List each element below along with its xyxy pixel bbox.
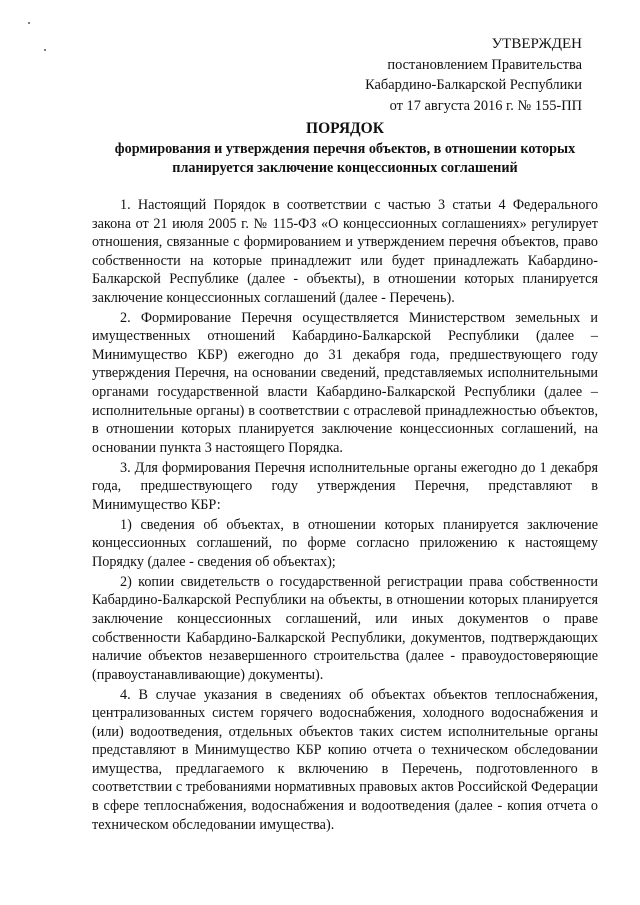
approval-status: УТВЕРЖДЕН [491, 36, 582, 52]
document-subtitle: формирования и утверждения перечня объектов, в отношении которых планируется заключение концессионных соглашений [114, 141, 576, 176]
paragraph: 4. В случае указания в сведениях об объектах объектов теплоснабжения, централизованных систем горячего водоснабжения, холодного водоснабжения и (или) водоотведения, отдельных объектов таких систем исполнительные органы представляют в Минимущество КБР копию отчета о техническом обследовании имущества, предлагаемого к включению в Перечень, подготовленного в соответствии с требованиями нормативных правовых актов Российской Федерации в сфере теплоснабжения, водоснабжения и водоотведения (далее - копия отчета о техническом обследовании имущества). [92, 686, 598, 833]
paragraph: 3. Для формирования Перечня исполнительные органы ежегодно до 1 декабря года, предшествующего году утверждения Перечня, представляют в Минимущество КБР: [92, 459, 598, 513]
paragraph: 1) сведения об объектах, в отношении которых планируется заключение концессионных соглашений, по форме согласно приложению к настоящему Порядку (далее - сведения об объектах); [92, 516, 598, 570]
paragraph: 2. Формирование Перечня осуществляется Министерством земельных и имущественных отношений Кабардино-Балкарской Республики (далее – Минимущество КБР) ежегодно до 31 декабря года, предшествующего году утверждения Перечня, на основании сведений, представляемых исполнительными органами государственной власти Кабардино-Балкарской Республики (далее – исполнительные органы) в соответствии с отраслевой принадлежностью объектов, в отношении которых планируется заключение концессионных соглашений, на основании пункта 3 настоящего Порядка. [92, 309, 598, 456]
paragraph: 2) копии свидетельств о государственной регистрации права собственности Кабардино-Балкарской Республики на объекты, в отношении которых планируется заключение концессионных соглашений, или иных документов о праве собственности Кабардино-Балкарской Республики, документов, подтверждающих наличие объектов незавершенного строительства (далее - правоудостоверяющие (правоустанавливающие) документы). [92, 573, 598, 683]
paragraph: 1. Настоящий Порядок в соответствии с частью 3 статьи 4 Федерального закона от 21 июля 2005 г. № 115-ФЗ «О концессионных соглашениях» регулирует отношения, связанные с формированием и утверждением перечня объектов, право собственности на которые принадлежит или будет принадлежать Кабардино-Балкарской Республике (далее - объекты), в отношении которых планируется заключение концессионных соглашений (далее - Перечень). [92, 197, 598, 306]
approval-line: постановлением Правительства [387, 56, 582, 73]
document-title: ПОРЯДОК [306, 120, 384, 137]
approval-line: Кабардино-Балкарской Республики [365, 77, 582, 93]
scan-speck [44, 49, 46, 51]
approval-stamp [322, 34, 582, 116]
approval-line: от 17 августа 2016 г. № 155-ПП [389, 97, 582, 114]
title-block [92, 118, 598, 177]
document-body [92, 196, 598, 836]
scan-speck [28, 22, 30, 24]
